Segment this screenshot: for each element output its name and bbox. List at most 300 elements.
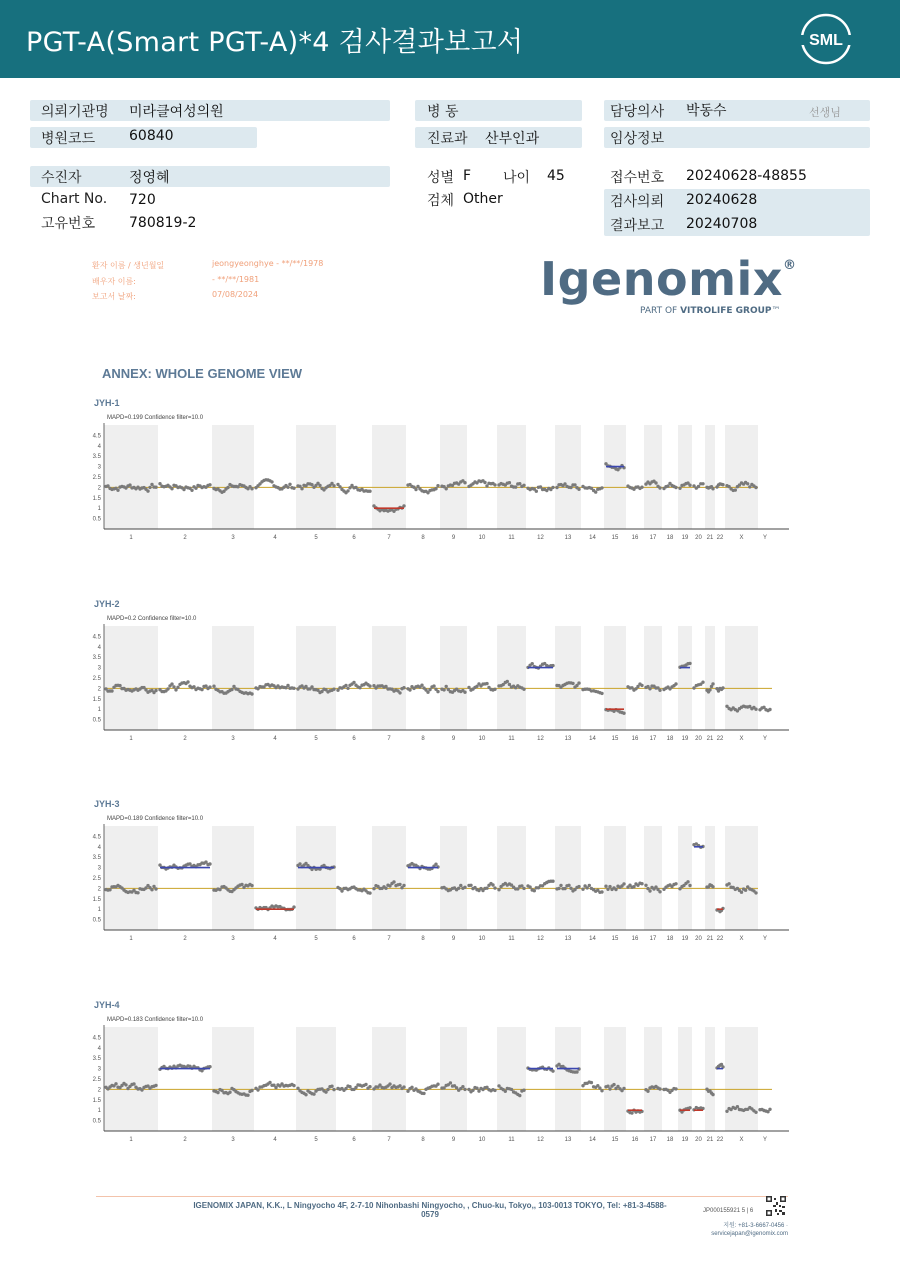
request-label: 검사의뢰	[610, 194, 665, 210]
department-value: 산부인과	[485, 131, 540, 147]
data-point	[463, 481, 466, 484]
chromosome-band	[440, 826, 467, 930]
data-point	[622, 712, 625, 715]
data-point	[398, 691, 401, 694]
data-point	[754, 1111, 757, 1114]
x-tick-label: 15	[611, 936, 619, 942]
x-tick-label: 8	[421, 736, 425, 742]
x-tick-label: 5	[314, 1137, 318, 1143]
x-tick-label: 14	[589, 1137, 596, 1143]
data-point	[648, 687, 651, 690]
data-point	[640, 486, 643, 489]
y-tick-label: 3.5	[92, 454, 101, 461]
x-tick-label: 21	[706, 1137, 714, 1143]
chromosome-band	[296, 425, 336, 529]
footer-doc-code: JP000155921 5 | 6	[703, 1208, 754, 1214]
data-point	[436, 1083, 439, 1086]
receipt-label: 접수번호	[610, 170, 665, 186]
chromosome-band	[678, 1027, 692, 1131]
x-tick-label: 15	[611, 1137, 619, 1143]
data-point	[368, 1085, 371, 1088]
x-tick-label: 13	[564, 535, 572, 541]
x-tick-label: 15	[611, 736, 619, 742]
report-title: PGT-A(Smart PGT-A)*4 검사결과보고서	[26, 27, 524, 58]
data-point	[608, 1087, 611, 1090]
data-point	[352, 681, 355, 684]
ward-label: 병 동	[427, 104, 459, 120]
y-tick-label: 3	[97, 1066, 101, 1073]
data-point	[469, 884, 472, 887]
data-point	[658, 486, 661, 489]
x-tick-label: 13	[564, 936, 572, 942]
data-point	[246, 1094, 249, 1097]
data-point	[614, 888, 617, 891]
data-point	[136, 891, 139, 894]
x-tick-label: 3	[231, 936, 235, 942]
x-tick-label: 5	[314, 535, 318, 541]
data-point	[754, 708, 757, 711]
y-tick-label: 2.5	[92, 676, 101, 682]
y-tick-label: 2	[97, 886, 101, 893]
data-point	[194, 487, 197, 490]
data-point	[644, 884, 647, 887]
data-point	[154, 1084, 157, 1087]
chromosome-band	[497, 626, 526, 730]
chromosome-band	[604, 826, 626, 930]
x-tick-label: 14	[589, 736, 596, 742]
data-point	[575, 1070, 578, 1073]
specimen-value: Other	[463, 191, 503, 207]
data-point	[208, 685, 211, 688]
faint-label-2: 배우자 이름:	[92, 277, 136, 286]
data-point	[292, 687, 295, 690]
x-tick-label: 20	[695, 535, 702, 541]
x-tick-label: 8	[421, 936, 425, 942]
data-point	[128, 483, 131, 486]
data-point	[318, 484, 321, 487]
chromosome-band	[372, 1027, 406, 1131]
data-point	[330, 1085, 333, 1088]
data-point	[573, 483, 576, 486]
chromosome-band	[678, 826, 692, 930]
x-tick-label: X	[739, 936, 744, 942]
hospital-code-label: 병원코드	[41, 131, 96, 147]
y-tick-label: 1	[97, 1108, 101, 1115]
data-point	[725, 1110, 728, 1113]
chromosome-band	[555, 1027, 581, 1131]
data-point	[475, 1087, 478, 1090]
data-point	[630, 1111, 633, 1114]
y-tick-label: 4.5	[92, 834, 101, 841]
patient-value: 정영혜	[129, 170, 170, 186]
chromosome-band	[497, 425, 526, 529]
data-point	[493, 886, 496, 889]
data-point	[463, 886, 466, 889]
y-tick-label: 2.5	[92, 1077, 101, 1083]
unique-no-label: 고유번호	[41, 216, 96, 232]
x-tick-label: 7	[387, 936, 391, 942]
data-point	[408, 688, 411, 691]
data-point	[230, 688, 233, 691]
data-point	[422, 1092, 425, 1095]
data-point	[701, 482, 704, 485]
data-point	[551, 1069, 554, 1072]
chromosome-band	[644, 826, 662, 930]
x-tick-label: 2	[183, 736, 187, 742]
data-point	[428, 688, 431, 691]
unique-no-value: 780819-2	[129, 215, 197, 231]
clinical-label: 임상정보	[610, 131, 665, 147]
data-point	[658, 890, 661, 893]
chart-no-label: Chart No.	[41, 191, 108, 207]
x-tick-label: 13	[564, 736, 572, 742]
data-point	[346, 687, 349, 690]
chromosome-band	[372, 626, 406, 730]
x-tick-label: 16	[631, 535, 639, 541]
x-tick-label: 1	[129, 736, 133, 742]
data-point	[531, 662, 534, 665]
data-point	[436, 484, 439, 487]
x-tick-label: 11	[508, 936, 515, 942]
data-point	[535, 490, 538, 493]
chart-title: JYH-2	[94, 599, 120, 609]
data-point	[108, 888, 111, 891]
x-tick-label: 17	[649, 736, 657, 742]
x-tick-label: 8	[421, 1137, 425, 1143]
x-tick-label: 3	[231, 535, 235, 541]
chromosome-band	[644, 1027, 662, 1131]
chromosome-band	[678, 626, 692, 730]
data-point	[150, 483, 153, 486]
chromosome-band	[440, 626, 467, 730]
data-point	[240, 883, 243, 886]
request-value: 20240628	[686, 192, 758, 208]
data-point	[332, 484, 335, 487]
data-point	[286, 486, 289, 489]
x-tick-label: 6	[352, 936, 356, 942]
x-tick-label: 17	[649, 936, 657, 942]
data-point	[640, 882, 643, 885]
faint-label-1: 환자 이름 / 생년월일	[92, 261, 165, 270]
y-tick-label: 3.5	[92, 855, 101, 862]
data-point	[518, 482, 521, 485]
x-tick-label: Y	[762, 936, 768, 942]
data-point	[483, 481, 486, 484]
data-point	[622, 882, 625, 885]
chromosome-band	[212, 1027, 254, 1131]
data-point	[721, 483, 724, 486]
x-tick-label: Y	[762, 535, 768, 541]
chart-subtitle: MAPD=0.183 Confidence filter=10.0	[107, 1017, 204, 1023]
data-point	[734, 488, 737, 491]
institution-value: 미라클여성의원	[129, 104, 224, 120]
registered-mark: ®	[782, 258, 797, 273]
data-point	[721, 686, 724, 689]
chromosome-band	[644, 425, 662, 529]
x-tick-label: 5	[314, 736, 318, 742]
data-point	[124, 1083, 127, 1086]
data-point	[250, 884, 253, 887]
data-point	[736, 1105, 739, 1108]
x-tick-label: 12	[537, 1137, 544, 1143]
tagline-prefix: PART OF	[640, 306, 681, 316]
data-point	[600, 486, 603, 489]
data-point	[250, 1089, 253, 1092]
x-tick-label: 13	[564, 1137, 572, 1143]
data-point	[504, 1090, 507, 1093]
x-tick-label: 11	[508, 535, 515, 541]
doctor-suffix: 선생님	[809, 106, 841, 119]
x-tick-label: 4	[273, 535, 277, 541]
data-point	[457, 887, 460, 890]
sex-label: 성별	[427, 170, 455, 186]
data-point	[154, 887, 157, 890]
chart-title: JYH-3	[94, 799, 120, 809]
data-point	[292, 905, 295, 908]
x-tick-label: 18	[666, 535, 674, 541]
data-point	[640, 684, 643, 687]
x-tick-label: 18	[666, 1137, 674, 1143]
data-point	[559, 884, 562, 887]
x-tick-label: 19	[681, 736, 689, 742]
data-point	[485, 682, 488, 685]
data-point	[368, 490, 371, 493]
chart-subtitle: MAPD=0.189 Confidence filter=10.0	[107, 816, 204, 822]
data-point	[588, 884, 591, 887]
data-point	[118, 684, 121, 687]
x-tick-label: 16	[631, 1137, 639, 1143]
data-point	[146, 489, 149, 492]
x-tick-label: 6	[352, 736, 356, 742]
data-point	[292, 487, 295, 490]
x-tick-label: 19	[681, 1137, 689, 1143]
x-tick-label: 22	[716, 1137, 724, 1143]
footer-email: servicejapan@igenomix.com	[711, 1231, 788, 1237]
chromosome-band	[705, 1027, 715, 1131]
x-tick-label: 4	[273, 736, 277, 742]
x-tick-label: 21	[706, 535, 714, 541]
chart-subtitle: MAPD=0.199 Confidence filter=10.0	[107, 415, 204, 421]
footer-divider	[96, 1196, 788, 1197]
data-point	[436, 690, 439, 693]
report-value: 20240708	[686, 216, 758, 232]
x-tick-label: 22	[716, 535, 724, 541]
receipt-value: 20240628-48855	[686, 168, 807, 184]
data-point	[268, 1081, 271, 1084]
chromosome-band	[725, 425, 758, 529]
data-point	[402, 884, 405, 887]
y-tick-label: 2.5	[92, 475, 101, 481]
institution-label: 의뢰기관명	[41, 104, 109, 120]
data-point	[522, 688, 525, 691]
chromosome-band	[604, 626, 626, 730]
x-tick-label: 1	[129, 535, 133, 541]
x-tick-label: 5	[314, 936, 318, 942]
x-tick-label: 21	[706, 736, 714, 742]
data-point	[491, 883, 494, 886]
x-tick-label: X	[739, 535, 744, 541]
data-point	[414, 488, 417, 491]
data-point	[326, 1088, 329, 1091]
data-point	[711, 885, 714, 888]
data-point	[754, 486, 757, 489]
doctor-label: 담당의사	[610, 104, 665, 120]
chromosome-band	[296, 826, 336, 930]
age-label: 나이	[503, 170, 531, 186]
data-point	[686, 880, 689, 883]
data-point	[292, 1084, 295, 1087]
doctor-value: 박동수	[686, 103, 727, 119]
x-tick-label: Y	[762, 736, 768, 742]
x-tick-label: 4	[273, 1137, 277, 1143]
data-point	[346, 489, 349, 492]
age-value: 45	[547, 168, 565, 184]
data-point	[148, 486, 151, 489]
data-point	[368, 684, 371, 687]
footer-address: IGENOMIX JAPAN, K.K., L Ningyocho 4F, 2-7-10 Nihonbashi Ningyocho, , Chuo-ku, Tokyo,, 103-0013 TOKYO, Tel: +81-3-4588-0579	[193, 1201, 667, 1219]
y-tick-label: 2	[97, 485, 101, 492]
x-tick-label: 12	[537, 535, 544, 541]
x-tick-label: 3	[231, 1137, 235, 1143]
data-point	[192, 685, 195, 688]
data-point	[606, 888, 609, 891]
data-point	[604, 885, 607, 888]
data-point	[522, 484, 525, 487]
data-point	[622, 1087, 625, 1090]
data-point	[533, 889, 536, 892]
y-tick-label: 1.5	[92, 696, 101, 703]
chromosome-band	[555, 826, 581, 930]
hospital-code-value: 60840	[129, 128, 174, 144]
data-point	[477, 1089, 480, 1092]
x-tick-label: 21	[706, 936, 714, 942]
y-tick-label: 4	[97, 844, 101, 851]
chromosome-band	[104, 425, 158, 529]
x-tick-label: 22	[716, 736, 724, 742]
chromosome-band	[497, 1027, 526, 1131]
x-tick-label: 9	[451, 535, 456, 541]
data-point	[449, 1081, 452, 1084]
data-point	[250, 487, 253, 490]
y-tick-label: 2	[97, 1087, 101, 1094]
y-tick-label: 1	[97, 907, 101, 914]
data-point	[218, 888, 221, 891]
data-point	[654, 481, 657, 484]
data-point	[150, 888, 153, 891]
y-tick-label: 4	[97, 644, 101, 651]
chart-no-value: 720	[129, 192, 156, 208]
data-point	[744, 889, 747, 892]
data-point	[402, 504, 405, 507]
data-point	[768, 1108, 771, 1111]
data-point	[166, 687, 169, 690]
footer-phone: 지원: +81-3-6667-0456 ·	[723, 1223, 788, 1229]
data-point	[581, 888, 584, 891]
data-point	[471, 1089, 474, 1092]
data-point	[590, 1081, 593, 1084]
data-point	[555, 486, 558, 489]
data-point	[514, 485, 517, 488]
data-point	[577, 681, 580, 684]
data-point	[522, 1089, 525, 1092]
chromosome-band	[212, 425, 254, 529]
data-point	[304, 1093, 307, 1096]
y-tick-label: 0.5	[92, 917, 101, 924]
data-point	[200, 688, 203, 691]
chromosome-band	[104, 1027, 158, 1131]
data-point	[528, 885, 531, 888]
x-tick-label: 2	[183, 535, 187, 541]
y-tick-label: 1	[97, 707, 101, 714]
chromosome-band	[644, 626, 662, 730]
data-point	[506, 680, 509, 683]
data-point	[678, 487, 681, 490]
chromosome-band	[725, 1027, 758, 1131]
x-tick-label: 8	[421, 535, 425, 541]
x-tick-label: 6	[352, 1137, 356, 1143]
data-point	[467, 686, 470, 689]
x-tick-label: 18	[666, 736, 674, 742]
data-point	[434, 863, 437, 866]
data-point	[658, 1087, 661, 1090]
data-point	[332, 1088, 335, 1091]
data-point	[711, 487, 714, 490]
data-point	[571, 682, 574, 685]
tagline-bold: VITROLIFE GROUP	[680, 306, 772, 316]
y-tick-label: 3	[97, 865, 101, 872]
data-point	[250, 692, 253, 695]
y-tick-label: 3.5	[92, 1056, 101, 1063]
x-tick-label: 10	[478, 1137, 486, 1143]
chromosome-band	[555, 425, 581, 529]
y-tick-label: 4.5	[92, 1035, 101, 1042]
data-point	[594, 490, 597, 493]
data-point	[608, 885, 611, 888]
x-tick-label: 16	[631, 736, 639, 742]
data-point	[648, 889, 651, 892]
x-tick-label: 7	[387, 736, 391, 742]
data-point	[170, 487, 173, 490]
y-tick-label: 3	[97, 665, 101, 672]
chromosome-band	[104, 626, 158, 730]
chart-title: JYH-1	[94, 398, 120, 408]
data-point	[600, 890, 603, 893]
data-point	[493, 483, 496, 486]
x-tick-label: 15	[611, 535, 619, 541]
data-point	[666, 484, 669, 487]
chromosome-band	[497, 826, 526, 930]
x-tick-label: 16	[631, 936, 639, 942]
chromosome-band	[104, 826, 158, 930]
data-point	[432, 684, 435, 687]
x-tick-label: 9	[451, 736, 456, 742]
department-label: 진료과	[427, 131, 468, 147]
y-tick-label: 4	[97, 443, 101, 450]
data-point	[216, 1091, 219, 1094]
y-tick-label: 1.5	[92, 1097, 101, 1104]
data-point	[288, 483, 291, 486]
data-point	[368, 891, 371, 894]
y-tick-label: 1.5	[92, 495, 101, 502]
y-tick-label: 4	[97, 1045, 101, 1052]
data-point	[132, 1082, 135, 1085]
footer-contact	[706, 1222, 788, 1238]
x-tick-label: 22	[716, 936, 724, 942]
data-point	[485, 887, 488, 890]
chromosome-band	[212, 626, 254, 730]
data-point	[708, 688, 711, 691]
x-tick-label: 11	[508, 1137, 515, 1143]
